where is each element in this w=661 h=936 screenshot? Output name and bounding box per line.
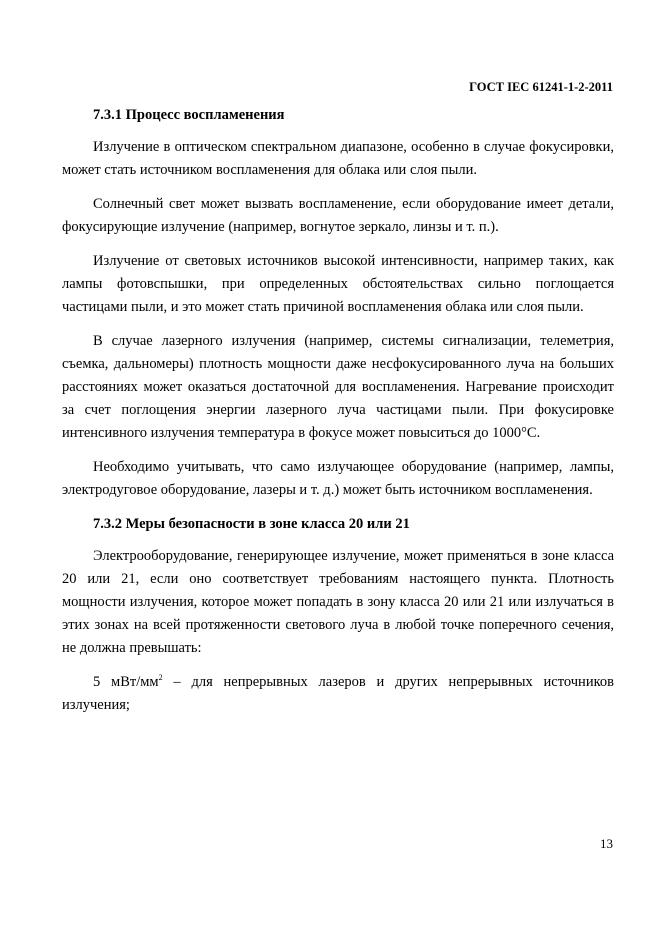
power-limit-text: – для непрерывных лазеров и других непрерывных источников излучения;	[62, 674, 614, 713]
paragraph: В случае лазерного излучения (например, системы сигнализации, телеметрия, съемка, дальномеры) плотность мощности даже несфокусированного луча на больших расстояниях может оказаться достаточной для воспламенения. Нагревание происходит за счет поглощения энергии лазерного луча частицами пыли. При фокусировке интенсивного излучения температура в фокусе может повыситься до 1000°С.	[62, 333, 614, 441]
paragraph: Излучение от световых источников высокой интенсивности, например таких, как лампы фотовспышки, при определенных обстоятельствах сильно поглощается частицами пыли, и это может стать причиной воспламенения облака или слоя пыли.	[62, 253, 614, 315]
paragraph: Необходимо учитывать, что само излучающее оборудование (например, лампы, электродуговое оборудование, лазеры и т. д.) может быть источником воспламенения.	[62, 459, 614, 498]
page-number: 13	[600, 836, 613, 851]
paragraph: Электрооборудование, генерирующее излучение, может применяться в зоне класса 20 или 21, если оно соответствует требованиям настоящего пункта. Плотность мощности излучения, которое может попадать в зону класса 20 или 21 или излучаться в этих зонах на всей протяженности светового луча в любой точке поперечного сечения, не должна превышать:	[62, 548, 614, 656]
document-id-header: ГОСТ IEC 61241-1-2-2011	[469, 80, 613, 94]
section-heading-7-3-1: 7.3.1 Процесс воспламенения	[93, 107, 285, 123]
power-limit-paragraph	[62, 671, 614, 717]
section-heading-7-3-2: 7.3.2 Меры безопасности в зоне класса 20 или 21	[93, 516, 410, 532]
paragraph: Излучение в оптическом спектральном диапазоне, особенно в случае фокусировки, может стать источником воспламенения для облака или слоя пыли.	[62, 139, 614, 178]
power-limit-value: 5 мВт/мм	[93, 674, 159, 690]
paragraph: Солнечный свет может вызвать воспламенение, если оборудование имеет детали, фокусирующие излучение (например, вогнутое зеркало, линзы и т. п.).	[62, 196, 614, 235]
unit-exponent: 2	[158, 673, 163, 682]
page-content	[62, 104, 614, 728]
